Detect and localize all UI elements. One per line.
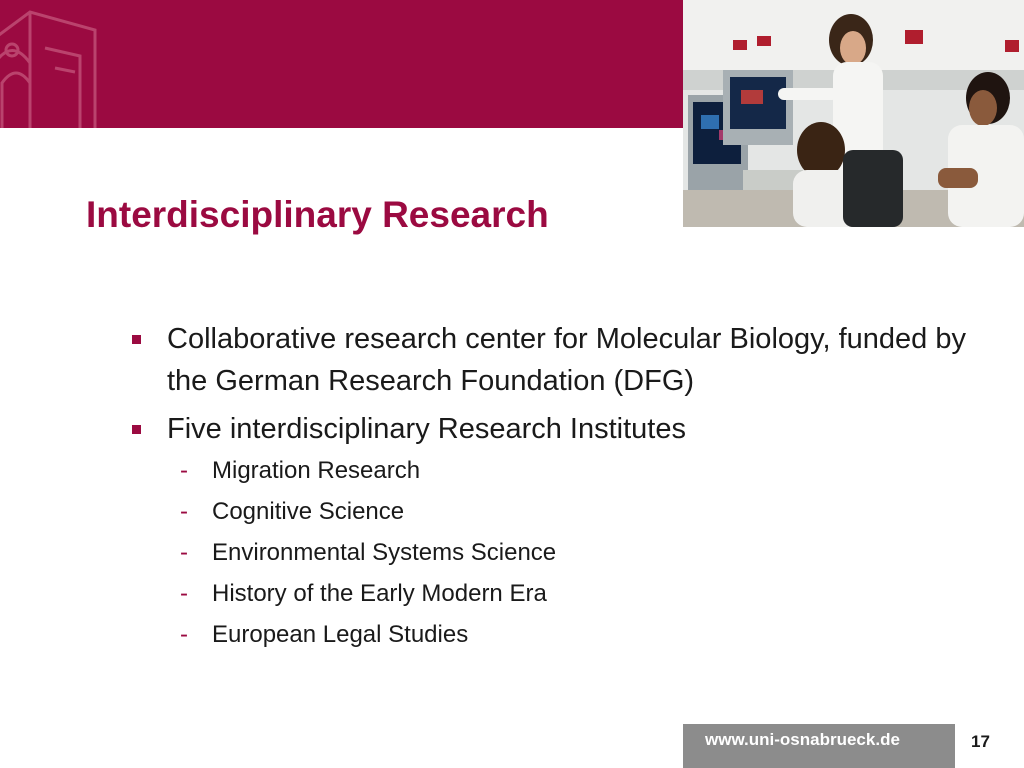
dash-bullet-icon: - xyxy=(180,580,188,607)
sub-item-environmental-systems xyxy=(180,532,980,573)
sub-item-text: Cognitive Science xyxy=(212,498,405,525)
bullet-list xyxy=(130,318,980,661)
sub-item-text: Migration Research xyxy=(212,457,421,484)
dash-bullet-icon: - xyxy=(180,621,188,648)
footer-website-url: www.uni-osnabrueck.de xyxy=(705,730,900,749)
dash-bullet-icon: - xyxy=(180,498,188,525)
footer-bar xyxy=(683,724,1024,768)
institutes-sub-list xyxy=(130,450,980,655)
square-bullet-icon xyxy=(132,335,141,344)
page-number-box xyxy=(955,724,1024,768)
bullet-text: Five interdisciplinary Research Institutes xyxy=(167,413,686,445)
header-band xyxy=(0,0,683,128)
university-logo-icon xyxy=(0,8,100,128)
sub-item-migration-research xyxy=(180,450,980,491)
sub-item-text: History of the Early Modern Era xyxy=(212,580,547,607)
page-number: 17 xyxy=(971,732,990,751)
sub-item-early-modern-era xyxy=(180,573,980,614)
sub-item-text: Environmental Systems Science xyxy=(212,539,557,566)
bullet-text: Collaborative research center for Molecular Biology, funded by the German Research Foundation (DFG) xyxy=(167,323,966,397)
bullet-item-research-institutes xyxy=(130,408,980,655)
sub-item-european-legal-studies xyxy=(180,614,980,655)
sub-item-cognitive-science xyxy=(180,491,980,532)
square-bullet-icon xyxy=(132,425,141,434)
researchers-photo xyxy=(683,0,1024,227)
slide-title: Interdisciplinary Research xyxy=(86,194,549,235)
dash-bullet-icon: - xyxy=(180,457,188,484)
sub-item-text: European Legal Studies xyxy=(212,621,469,648)
dash-bullet-icon: - xyxy=(180,539,188,566)
bullet-item-molecular-biology xyxy=(130,318,980,402)
